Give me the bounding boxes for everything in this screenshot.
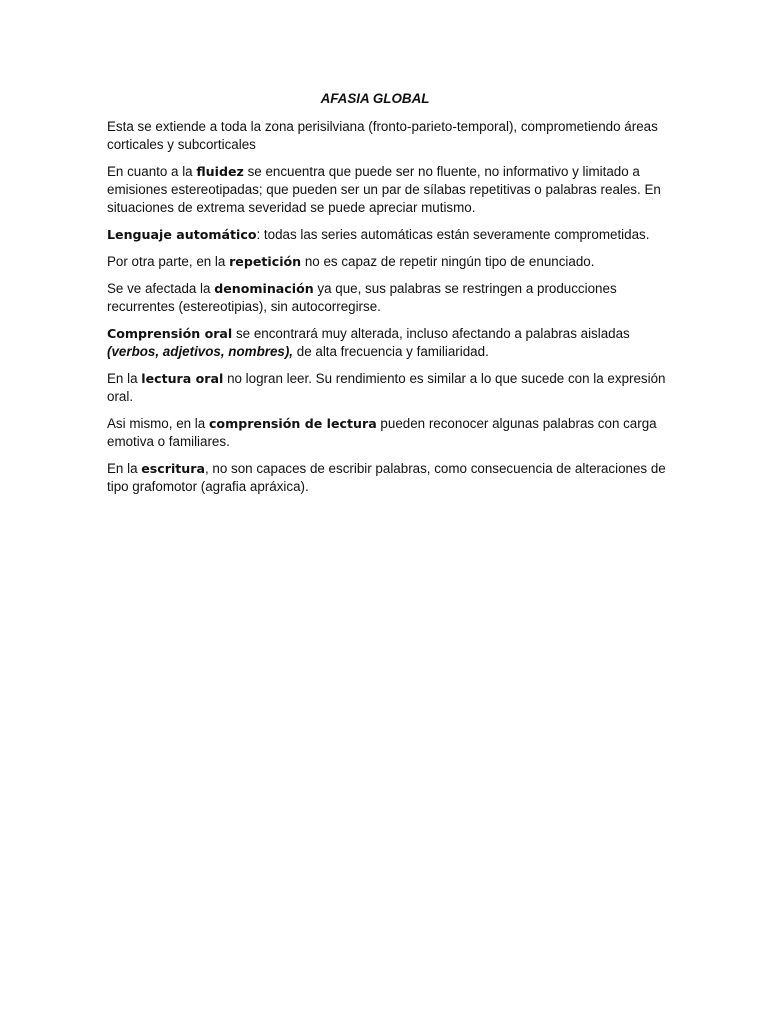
paragraph-comprension-oral — [107, 325, 667, 361]
bold-term-lenguaje-automatico: Lenguaje automático — [107, 227, 257, 242]
text-run: pueden reconocer algunas palabras con carga emotiva o familiares. — [107, 416, 657, 449]
bold-term-comprension-lectura: comprensión de lectura — [208, 416, 377, 431]
text-run: ya que, sus palabras se restringen a producciones recurrentes (estereotipias), sin autocorregirse. — [107, 281, 617, 314]
bold-term-repeticion: repetición — [229, 254, 302, 269]
document-title: AFASIA GLOBAL — [320, 91, 430, 106]
text-run: no es capaz de repetir ningún tipo de enunciado. — [301, 254, 595, 269]
text-run: : todas las series automáticas están severamente comprometidas. — [256, 227, 650, 242]
paragraph-repeticion — [107, 253, 667, 271]
paragraph-denominacion — [107, 280, 667, 316]
text-run: se encuentra que puede ser no fluente, no informativo y limitado a emisiones estereotipadas; que pueden ser un par de sílabas repetitivas o palabras reales. En situaciones de extrema severidad se puede apreciar mutismo. — [107, 164, 661, 215]
text-run: se encontrará muy alterada, incluso afectando a palabras aisladas — [232, 326, 630, 341]
text-run: En cuanto a la — [107, 164, 197, 179]
paragraph-fluidez — [107, 163, 667, 217]
bold-term-fluidez: fluidez — [196, 164, 244, 179]
text-run: , no son capaces de escribir palabras, como consecuencia de alteraciones de tipo grafomotor (agrafia apráxica). — [107, 461, 666, 494]
paragraph-lectura-oral — [107, 370, 667, 406]
paragraph-lenguaje-automatico — [107, 226, 667, 244]
text-run: Asi mismo, en la — [107, 416, 209, 431]
bold-term-denominacion: denominación — [214, 281, 314, 296]
text-run: En la — [107, 461, 142, 476]
document-page — [107, 90, 667, 505]
bold-term-lectura-oral: lectura oral — [141, 371, 224, 386]
bold-term-comprension-oral: Comprensión oral — [107, 326, 233, 341]
text-run: Se ve afectada la — [107, 281, 215, 296]
bold-term-escritura: escritura — [141, 461, 205, 476]
paragraph-definicion: Esta se extiende a toda la zona perisilviana (fronto-parieto-temporal), comprometiendo áreas corticales y subcorticales — [107, 119, 658, 152]
paragraph-comprension-lectura — [107, 415, 667, 451]
text-run: no logran leer. Su rendimiento es similar a lo que sucede con la expresión oral. — [107, 371, 666, 404]
text-run: En la — [107, 371, 142, 386]
text-run: de alta frecuencia y familiaridad. — [293, 344, 489, 359]
paragraph-escritura — [107, 460, 667, 496]
text-run: Por otra parte, en la — [107, 254, 230, 269]
bold-italic-word-classes: (verbos, adjetivos, nombres), — [107, 344, 294, 359]
